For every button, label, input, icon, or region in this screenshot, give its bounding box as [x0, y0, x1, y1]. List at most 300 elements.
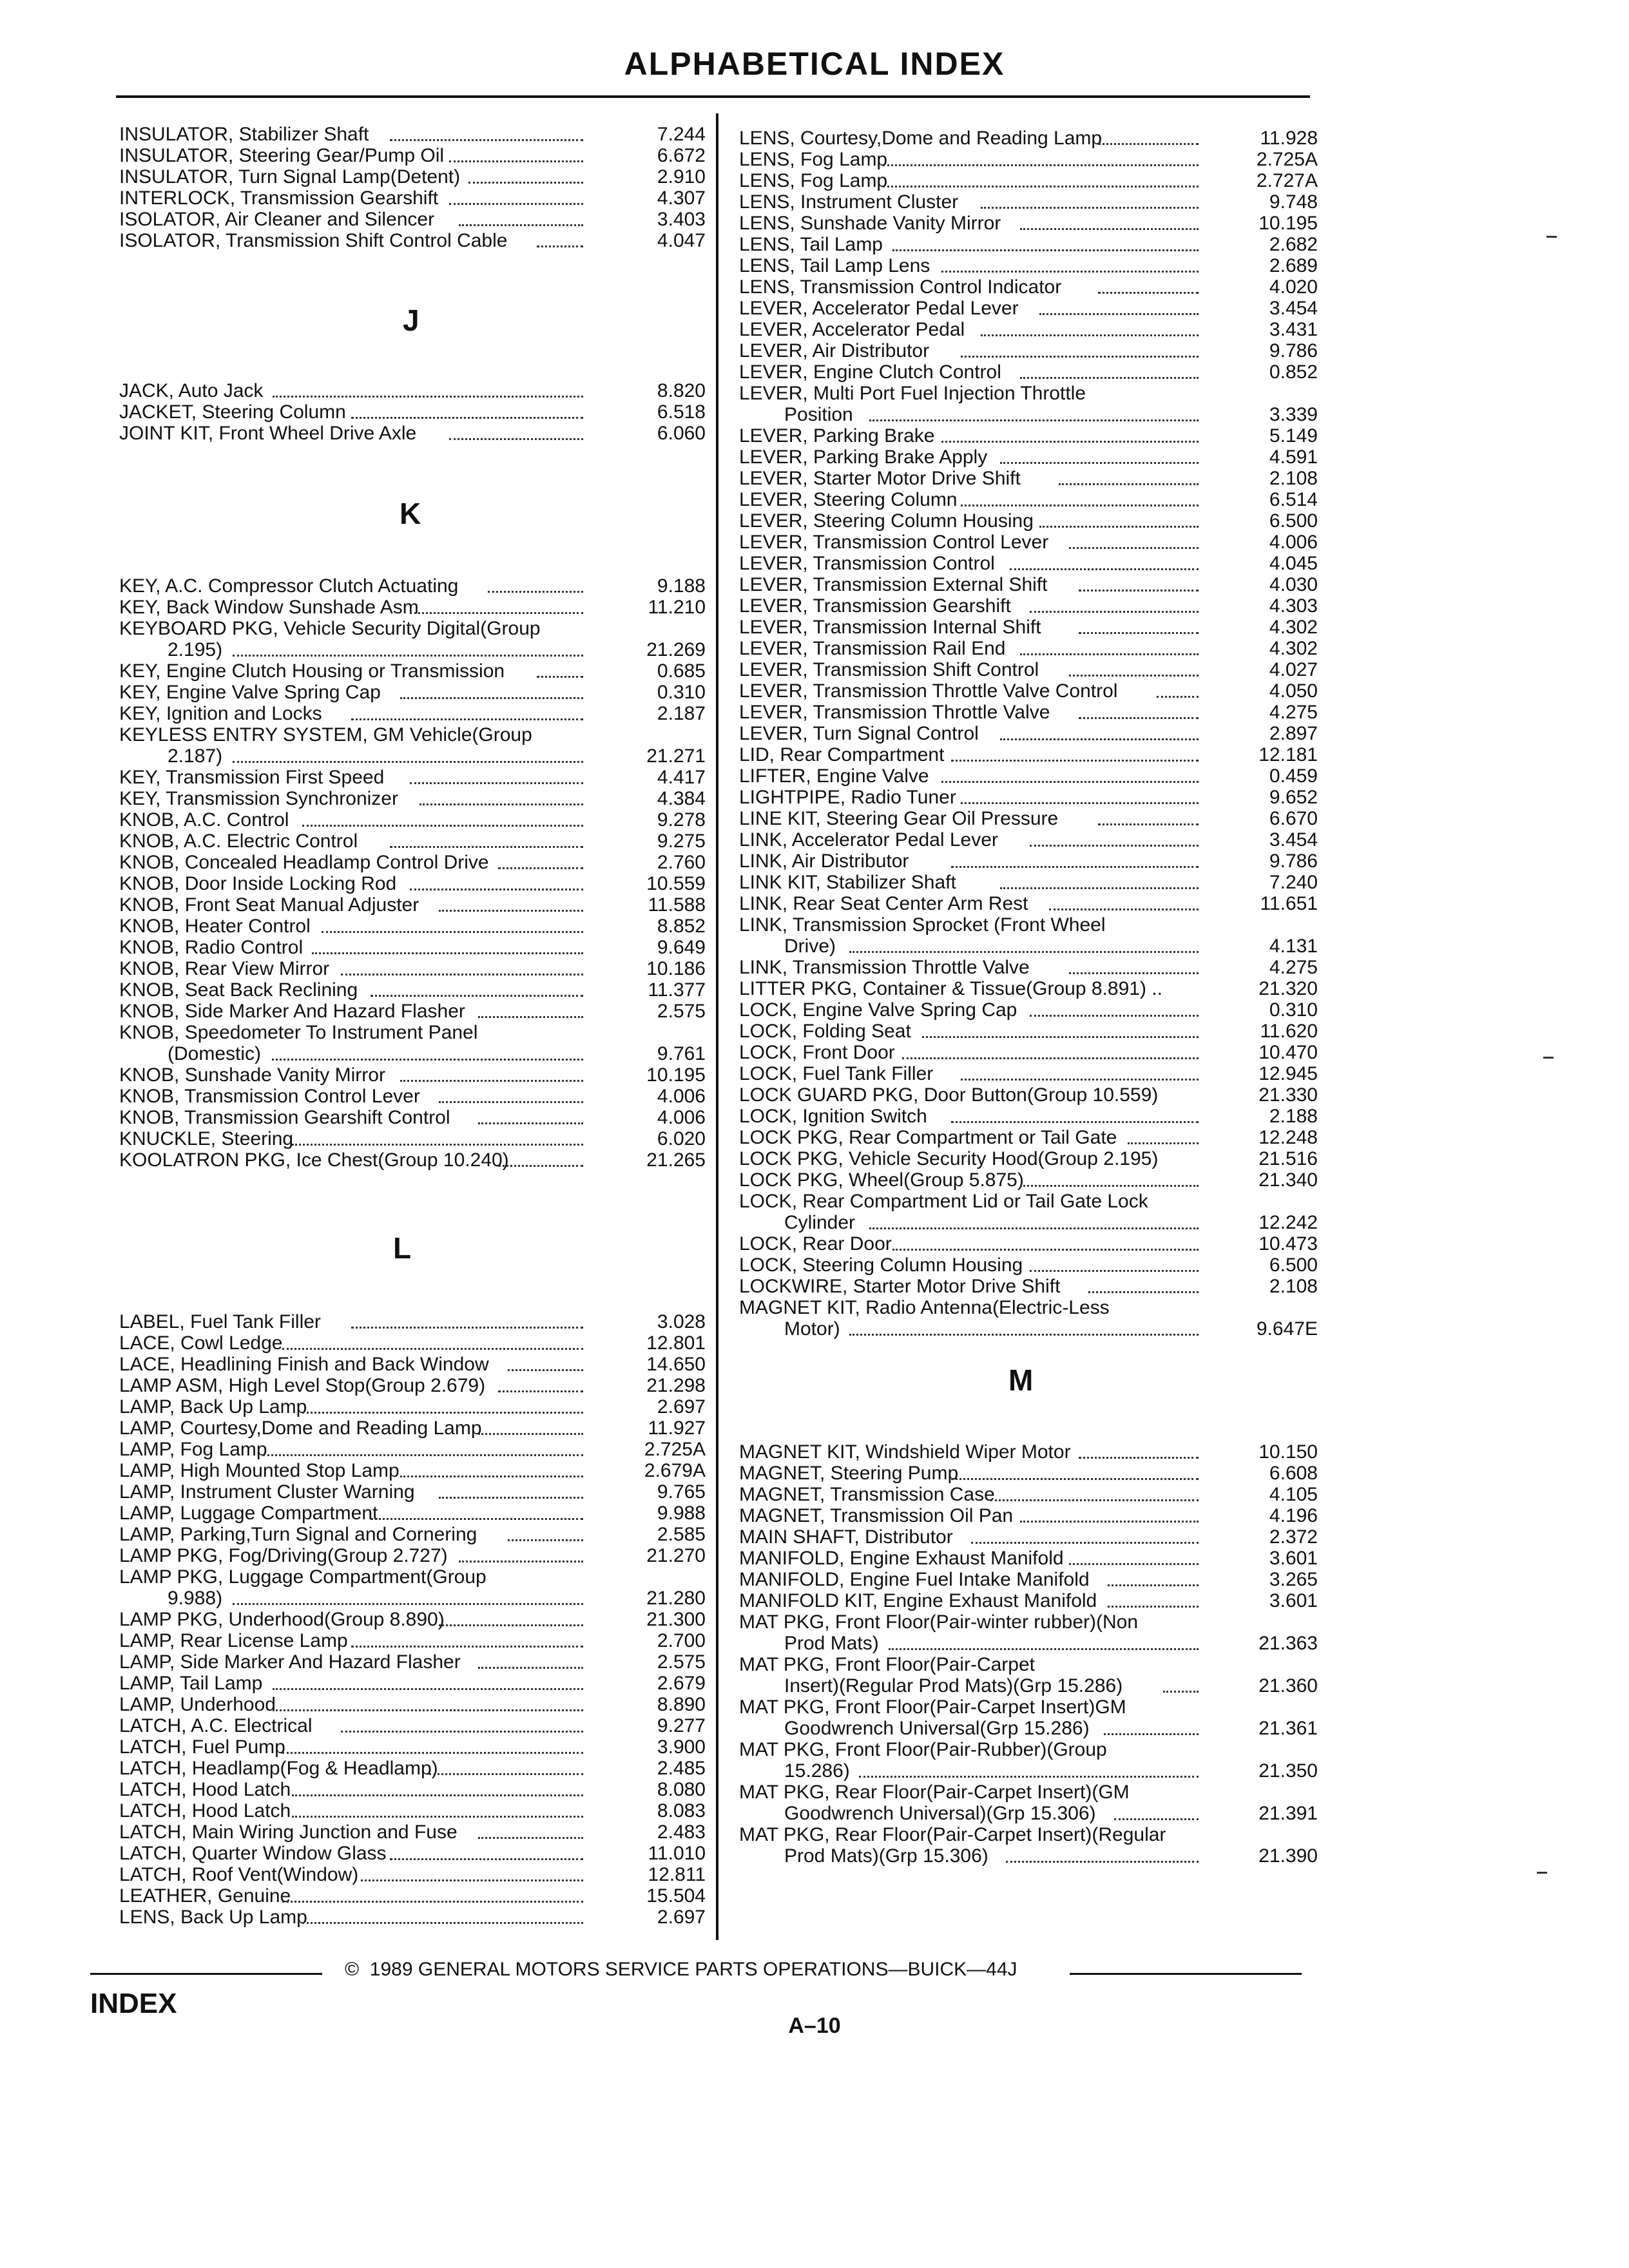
entry-reference-number: 6.608: [1269, 1463, 1318, 1484]
dot-leader: [400, 1079, 583, 1082]
entry-reference-number: 2.187: [657, 703, 706, 724]
entry-name: LEVER, Transmission Gearshift: [739, 595, 1011, 617]
entry-name: LATCH, Roof Vent(Window): [119, 1864, 359, 1885]
entry-reference-number: 4.006: [657, 1086, 706, 1107]
dot-leader: [951, 1477, 1199, 1480]
dot-leader: [439, 1100, 583, 1103]
entry-reference-number: 11.620: [1260, 1021, 1318, 1042]
entry-reference-number: 21.271: [646, 745, 706, 767]
entry-reference-number: 4.307: [657, 187, 706, 209]
entry-reference-number: 4.131: [1269, 936, 1318, 957]
entry-reference-number: 12.181: [1258, 744, 1318, 765]
entry-name: KNOB, Radio Control: [119, 937, 304, 958]
entry-name: LAMP PKG, Underhood(Group 8.890): [119, 1609, 445, 1630]
entry-reference-number: 9.652: [1269, 787, 1318, 808]
dot-leader: [849, 1332, 1199, 1336]
entry-name: KNOB, Speedometer To Instrument Panel: [119, 1022, 478, 1043]
entry-name: KNOB, A.C. Control: [119, 809, 289, 831]
entry-reference-number: 12.242: [1258, 1212, 1318, 1233]
entry-name: LEVER, Accelerator Pedal: [739, 319, 965, 340]
entry-name: LEVER, Multi Port Fuel Injection Throttle: [739, 383, 1086, 404]
entry-reference-number: 21.391: [1258, 1803, 1318, 1824]
dot-leader: [1010, 567, 1199, 570]
dot-leader: [488, 590, 583, 593]
entry-reference-number: 2.585: [657, 1524, 706, 1545]
dot-leader: [1039, 524, 1199, 528]
entry-reference-number: 2.760: [657, 852, 706, 873]
dot-leader: [312, 951, 583, 954]
entry-name: LATCH, Main Wiring Junction and Fuse: [119, 1821, 458, 1843]
entry-name: LOCKWIRE, Starter Motor Drive Shift: [739, 1276, 1061, 1297]
entry-name: LEVER, Turn Signal Control: [739, 723, 979, 744]
entry-reference-number: 10.186: [646, 958, 706, 979]
entry-reference-number: 21.265: [646, 1149, 706, 1171]
entry-name-continuation: Motor): [784, 1318, 840, 1340]
entry-reference-number: 10.195: [646, 1064, 706, 1086]
dot-leader: [1114, 1817, 1199, 1820]
dot-leader: [351, 1644, 583, 1648]
entry-name: LINK, Transmission Sprocket (Front Wheel: [739, 914, 1106, 936]
entry-reference-number: 4.417: [657, 767, 706, 788]
dot-leader: [1079, 631, 1199, 634]
entry-name: MANIFOLD, Engine Exhaust Manifold: [739, 1548, 1064, 1569]
entry-reference-number: 6.500: [1269, 1254, 1318, 1276]
entry-name: LAMP, Rear License Lamp: [119, 1630, 348, 1651]
entry-name-continuation: 15.286): [784, 1760, 850, 1782]
entry-name: KNOB, Concealed Headlamp Control Drive: [119, 852, 489, 873]
entry-reference-number: 3.454: [1269, 298, 1318, 319]
entry-reference-number: 8.852: [657, 916, 706, 937]
entry-reference-number: 10.195: [1258, 213, 1318, 234]
dot-leader: [961, 354, 1199, 358]
entry-name: KNOB, Side Marker And Hazard Flasher: [119, 1001, 465, 1022]
entry-name: LENS, Courtesy,Dome and Reading Lamp: [739, 128, 1103, 149]
entry-reference-number: 10.150: [1258, 1441, 1318, 1463]
entry-reference-number: 12.801: [646, 1332, 706, 1354]
dot-leader: [478, 1836, 583, 1839]
entry-name: LITTER PKG, Container & Tissue(Group 8.891) ..: [739, 978, 1162, 999]
footer-copyright: [345, 1959, 1017, 1981]
dot-leader: [1069, 673, 1199, 677]
entry-reference-number: 4.105: [1269, 1484, 1318, 1505]
dot-leader: [419, 802, 583, 805]
entry-reference-number: 3.601: [1269, 1590, 1318, 1611]
entry-name: LEVER, Accelerator Pedal Lever: [739, 298, 1019, 319]
dot-leader: [449, 202, 583, 205]
column-divider: [716, 113, 718, 1940]
dot-leader: [537, 244, 583, 247]
entry-reference-number: 14.650: [646, 1354, 706, 1375]
entry-name: LATCH, Headlamp(Fog & Headlamp): [119, 1758, 438, 1779]
dot-leader: [273, 1708, 583, 1711]
entry-reference-number: 11.927: [648, 1418, 706, 1439]
entry-reference-number: 11.377: [648, 979, 706, 1001]
entry-reference-number: 11.588: [648, 894, 706, 916]
entry-name: KOOLATRON PKG, Ice Chest(Group 10.240): [119, 1149, 509, 1171]
entry-name: ISOLATOR, Transmission Shift Control Cable: [119, 230, 508, 251]
dot-leader: [1157, 695, 1199, 698]
dot-leader: [1000, 886, 1199, 889]
entry-name: KNOB, Transmission Gearshift Control: [119, 1107, 450, 1128]
entry-name: LEVER, Transmission Rail End: [739, 638, 1006, 659]
entry-reference-number: 4.030: [1269, 574, 1318, 595]
entry-reference-number: 4.027: [1269, 659, 1318, 680]
entry-name: LID, Rear Compartment: [739, 744, 945, 765]
entry-name: LOCK PKG, Wheel(Group 5.875): [739, 1169, 1024, 1191]
entry-reference-number: 4.591: [1269, 447, 1318, 468]
entry-name: KNOB, Heater Control: [119, 916, 311, 937]
dot-leader: [292, 1793, 583, 1796]
entry-name: LEVER, Air Distributor: [739, 340, 930, 361]
entry-reference-number: 9.765: [657, 1481, 706, 1503]
dot-leader: [341, 1729, 583, 1733]
dot-leader: [390, 1857, 583, 1860]
section-label: INDEX: [90, 1988, 177, 2019]
dot-leader: [1039, 312, 1199, 315]
entry-reference-number: 2.188: [1269, 1106, 1318, 1127]
entry-name: LAMP, High Mounted Stop Lamp: [119, 1460, 400, 1481]
dot-leader: [508, 1538, 583, 1541]
dot-leader: [1098, 291, 1199, 294]
dot-leader: [1079, 588, 1199, 591]
dot-leader: [371, 994, 583, 997]
entry-name-continuation: Position: [784, 404, 853, 425]
dot-leader: [263, 1453, 583, 1456]
dot-leader: [1000, 461, 1199, 464]
entry-name: LAMP PKG, Luggage Compartment(Group: [119, 1566, 487, 1588]
entry-name: LEVER, Transmission External Shift: [739, 574, 1048, 595]
entry-name: LATCH, Hood Latch: [119, 1779, 291, 1800]
dot-leader: [1020, 652, 1199, 655]
entry-name: KEY, Transmission First Speed: [119, 767, 385, 788]
entry-name: KEY, A.C. Compressor Clutch Actuating: [119, 575, 459, 597]
entry-name: LEVER, Parking Brake Apply: [739, 447, 988, 468]
entry-name: KEY, Back Window Sunshade Asm: [119, 597, 419, 618]
entry-reference-number: 2.727A: [1256, 170, 1318, 191]
entry-name: KNOB, Front Seat Manual Adjuster: [119, 894, 419, 916]
entry-reference-number: 10.559: [646, 873, 706, 894]
entry-name: LEVER, Transmission Control: [739, 553, 995, 574]
entry-name: INSULATOR, Stabilizer Shaft: [119, 124, 369, 145]
entry-name: LAMP, Fog Lamp: [119, 1439, 267, 1460]
entry-reference-number: 11.010: [648, 1843, 706, 1864]
entry-reference-number: 4.045: [1269, 553, 1318, 574]
entry-name-continuation: Drive): [784, 936, 836, 957]
entry-name: LATCH, A.C. Electrical: [119, 1715, 313, 1736]
entry-name: LOCK, Fuel Tank Filler: [739, 1063, 934, 1084]
dot-leader: [1069, 546, 1199, 549]
entry-reference-number: 21.363: [1258, 1633, 1318, 1654]
copyright-text: 1989 GENERAL MOTORS SERVICE PARTS OPERATIONS—BUICK—44J: [369, 1959, 1017, 1980]
dot-leader: [410, 611, 583, 614]
copyright-icon: ©: [345, 1959, 360, 1980]
entry-name: KEY, Engine Clutch Housing or Transmission: [119, 660, 505, 682]
dot-leader: [341, 972, 583, 975]
dot-leader: [1088, 1290, 1199, 1293]
entry-name: LENS, Fog Lamp: [739, 170, 888, 191]
entry-reference-number: 21.340: [1258, 1169, 1318, 1191]
entry-name: INSULATOR, Turn Signal Lamp(Detent): [119, 166, 461, 187]
entry-reference-number: 0.310: [1269, 999, 1318, 1021]
dot-leader: [902, 1056, 1199, 1059]
entry-reference-number: 3.028: [657, 1311, 706, 1332]
entry-reference-number: 3.900: [657, 1736, 706, 1758]
entry-name: KEY, Ignition and Locks: [119, 703, 322, 724]
dot-leader: [400, 696, 583, 699]
dot-leader: [1104, 1732, 1199, 1735]
footer-rule-right: [1070, 1973, 1302, 1975]
entry-reference-number: 2.697: [657, 1907, 706, 1928]
entry-name: KNOB, Rear View Mirror: [119, 958, 330, 979]
entry-name: KEYLESS ENTRY SYSTEM, GM Vehicle(Group: [119, 724, 532, 745]
dot-leader: [361, 1878, 583, 1881]
entry-name: LAMP, Underhood: [119, 1694, 276, 1715]
entry-name: LENS, Sunshade Vanity Mirror: [739, 213, 1001, 234]
entry-reference-number: 21.269: [646, 639, 706, 660]
entry-name: LINK, Accelerator Pedal Lever: [739, 829, 998, 850]
entry-reference-number: 4.302: [1269, 617, 1318, 638]
dot-leader: [869, 1226, 1199, 1229]
entry-name: LACE, Headlining Finish and Back Window: [119, 1354, 489, 1375]
entry-reference-number: 21.320: [1258, 978, 1318, 999]
dot-leader: [961, 503, 1199, 506]
entry-name: INTERLOCK, Transmission Gearshift: [119, 187, 439, 209]
section-letter-heading: K: [400, 497, 421, 530]
entry-name: MAT PKG, Front Floor(Pair-winter rubber)(Non: [739, 1611, 1139, 1633]
entry-reference-number: 21.270: [646, 1545, 706, 1566]
entry-name: KEY, Transmission Synchronizer: [119, 788, 398, 809]
entry-reference-number: 3.265: [1269, 1569, 1318, 1590]
entry-name: MAGNET KIT, Radio Antenna(Electric-Less: [739, 1297, 1110, 1318]
margin-mark: [1543, 1057, 1554, 1059]
dot-leader: [961, 801, 1199, 804]
page-number: A–10: [788, 2013, 841, 2038]
entry-name: LOCK PKG, Vehicle Security Hood(Group 2.195): [739, 1148, 1159, 1169]
entry-name: LATCH, Hood Latch: [119, 1800, 291, 1821]
entry-name: MANIFOLD KIT, Engine Exhaust Manifold: [739, 1590, 1097, 1611]
dot-leader: [1030, 610, 1199, 613]
dot-leader: [981, 333, 1199, 336]
entry-reference-number: 0.459: [1269, 765, 1318, 787]
dot-leader: [1030, 1269, 1199, 1272]
entry-name: LINE KIT, Steering Gear Oil Pressure: [739, 808, 1059, 829]
entry-reference-number: 6.670: [1269, 808, 1318, 829]
entry-reference-number: 9.988: [657, 1503, 706, 1524]
entry-name: KNOB, Door Inside Locking Rod: [119, 873, 397, 894]
dot-leader: [322, 930, 583, 933]
dot-leader: [1108, 1604, 1199, 1608]
entry-name: LIGHTPIPE, Radio Tuner: [739, 787, 956, 808]
entry-reference-number: 8.890: [657, 1694, 706, 1715]
entry-reference-number: 0.852: [1269, 361, 1318, 383]
entry-reference-number: 9.649: [657, 937, 706, 958]
dot-leader: [1020, 1184, 1199, 1187]
entry-name: MAGNET KIT, Windshield Wiper Motor: [739, 1441, 1071, 1463]
dot-leader: [459, 223, 583, 226]
entry-reference-number: 9.275: [657, 831, 706, 852]
entry-name: LAMP, Instrument Cluster Warning: [119, 1481, 415, 1503]
entry-name: LEVER, Transmission Control Lever: [739, 532, 1049, 553]
entry-name-continuation: Goodwrench Universal(Grp 15.286): [784, 1718, 1090, 1739]
dot-leader: [459, 1559, 583, 1562]
dot-leader: [351, 1325, 583, 1329]
entry-reference-number: 4.050: [1269, 680, 1318, 702]
margin-mark: [1547, 236, 1557, 238]
margin-mark: [1537, 1872, 1547, 1874]
dot-leader: [892, 248, 1199, 251]
entry-reference-number: 7.240: [1269, 872, 1318, 893]
dot-leader: [449, 159, 583, 162]
entry-name: LENS, Back Up Lamp: [119, 1907, 307, 1928]
entry-reference-number: 6.672: [657, 145, 706, 166]
entry-name: ISOLATOR, Air Cleaner and Silencer: [119, 209, 435, 230]
entry-reference-number: 4.196: [1269, 1505, 1318, 1526]
entry-reference-number: 6.500: [1269, 510, 1318, 532]
dot-leader: [961, 1077, 1199, 1081]
entry-reference-number: 4.384: [657, 788, 706, 809]
entry-reference-number: 8.820: [657, 380, 706, 401]
dot-leader: [282, 1751, 583, 1754]
entry-name-continuation: Cylinder: [784, 1212, 856, 1233]
entry-reference-number: 2.700: [657, 1630, 706, 1651]
dot-leader: [883, 163, 1199, 166]
entry-name: KNOB, Seat Back Reclining: [119, 979, 358, 1001]
entry-reference-number: 6.060: [657, 423, 706, 444]
dot-leader: [1108, 1583, 1199, 1586]
entry-name-continuation: Prod Mats): [784, 1633, 879, 1654]
dot-leader: [1030, 1014, 1199, 1017]
entry-name-continuation: Prod Mats)(Grp 15.306): [784, 1845, 988, 1867]
entry-reference-number: 2.689: [1269, 255, 1318, 276]
entry-reference-number: 11.651: [1260, 893, 1318, 914]
entry-reference-number: 0.685: [657, 660, 706, 682]
entry-reference-number: 2.725A: [644, 1439, 706, 1460]
entry-reference-number: 9.786: [1269, 850, 1318, 872]
entry-reference-number: 11.928: [1260, 128, 1318, 149]
entry-reference-number: 2.910: [657, 166, 706, 187]
entry-reference-number: 0.310: [657, 682, 706, 703]
entry-reference-number: 15.504: [646, 1885, 706, 1907]
entry-reference-number: 9.278: [657, 809, 706, 831]
entry-name: LABEL, Fuel Tank Filler: [119, 1311, 321, 1332]
dot-leader: [1020, 227, 1199, 230]
title-rule: [116, 95, 1310, 98]
entry-name: LIFTER, Engine Valve: [739, 765, 929, 787]
page-title: ALPHABETICAL INDEX: [624, 46, 1005, 82]
entry-name: MAT PKG, Rear Floor(Pair-Carpet Insert)(GM: [739, 1782, 1130, 1803]
dot-leader: [971, 1541, 1199, 1544]
dot-leader: [869, 418, 1199, 421]
entry-reference-number: 2.697: [657, 1396, 706, 1418]
entry-reference-number: 3.339: [1269, 404, 1318, 425]
dot-leader: [449, 437, 583, 440]
entry-reference-number: 21.350: [1258, 1760, 1318, 1782]
entry-name: LAMP, Parking,Turn Signal and Cornering: [119, 1524, 477, 1545]
entry-name-continuation: 2.187): [168, 745, 223, 767]
entry-reference-number: 3.454: [1269, 829, 1318, 850]
dot-leader: [1020, 1519, 1199, 1523]
entry-name: MAGNET, Transmission Oil Pan: [739, 1505, 1014, 1526]
entry-name-continuation: 2.195): [168, 639, 223, 660]
dot-leader: [981, 206, 1199, 209]
entry-reference-number: 4.006: [1269, 532, 1318, 553]
dot-leader: [351, 717, 583, 720]
entry-name: LOCK, Folding Seat: [739, 1021, 911, 1042]
entry-reference-number: 3.601: [1269, 1548, 1318, 1569]
entry-name: LEVER, Transmission Throttle Valve: [739, 702, 1050, 723]
entry-reference-number: 2.725A: [1256, 149, 1318, 170]
entry-reference-number: 4.275: [1269, 957, 1318, 978]
entry-reference-number: 8.083: [657, 1800, 706, 1821]
dot-leader: [1069, 971, 1199, 974]
entry-name: LENS, Transmission Control Indicator: [739, 276, 1062, 298]
dot-leader: [941, 269, 1199, 273]
dot-leader: [302, 1921, 583, 1924]
dot-leader: [883, 184, 1199, 187]
dot-leader: [951, 1120, 1199, 1123]
entry-name: KEY, Engine Valve Spring Cap: [119, 682, 381, 703]
entry-reference-number: 7.244: [657, 124, 706, 145]
entry-reference-number: 12.811: [648, 1864, 706, 1885]
entry-name: KNOB, A.C. Electric Control: [119, 831, 358, 852]
entry-name: JOINT KIT, Front Wheel Drive Axle: [119, 423, 417, 444]
entry-reference-number: 4.275: [1269, 702, 1318, 723]
dot-leader: [233, 760, 583, 763]
dot-leader: [498, 866, 583, 869]
entry-name: LAMP PKG, Fog/Driving(Group 2.727): [119, 1545, 448, 1566]
dot-leader: [351, 416, 583, 419]
dot-leader: [1098, 822, 1199, 825]
entry-reference-number: 4.303: [1269, 595, 1318, 617]
entry-reference-number: 4.006: [657, 1107, 706, 1128]
dot-leader: [889, 1647, 1199, 1650]
dot-leader: [302, 823, 583, 827]
dot-leader: [302, 1410, 583, 1414]
entry-reference-number: 21.280: [646, 1588, 706, 1609]
entry-reference-number: 4.302: [1269, 638, 1318, 659]
entry-name: LEVER, Steering Column Housing: [739, 510, 1034, 532]
dot-leader: [1000, 737, 1199, 740]
dot-leader: [282, 1347, 583, 1350]
entry-reference-number: 9.647E: [1256, 1318, 1318, 1340]
entry-reference-number: 6.514: [1269, 489, 1318, 510]
entry-name: KNUCKLE, Steering: [119, 1128, 294, 1149]
dot-leader: [1128, 1141, 1199, 1144]
entry-reference-number: 6.020: [657, 1128, 706, 1149]
dot-leader: [1069, 1562, 1199, 1565]
entry-name: LATCH, Fuel Pump: [119, 1736, 285, 1758]
entry-name: MAT PKG, Front Floor(Pair-Rubber)(Group: [739, 1739, 1107, 1760]
dot-leader: [273, 394, 583, 398]
entry-name: LENS, Instrument Cluster: [739, 191, 959, 213]
entry-name-continuation: Goodwrench Universal)(Grp 15.306): [784, 1803, 1096, 1824]
dot-leader: [429, 1772, 583, 1775]
entry-reference-number: 2.679: [657, 1673, 706, 1694]
entry-reference-number: 21.361: [1258, 1718, 1318, 1739]
dot-leader: [478, 1432, 583, 1435]
dot-leader: [537, 675, 583, 678]
entry-reference-number: 2.372: [1269, 1526, 1318, 1548]
entry-name: LOCK, Engine Valve Spring Cap: [739, 999, 1017, 1021]
entry-reference-number: 2.575: [657, 1651, 706, 1673]
entry-name: LINK, Rear Seat Center Arm Rest: [739, 893, 1028, 914]
dot-leader: [1079, 1456, 1199, 1459]
entry-reference-number: 9.277: [657, 1715, 706, 1736]
entry-reference-number: 2.897: [1269, 723, 1318, 744]
dot-leader: [273, 1687, 583, 1690]
entry-name: LAMP ASM, High Level Stop(Group 2.679): [119, 1375, 486, 1396]
dot-leader: [272, 1057, 583, 1061]
